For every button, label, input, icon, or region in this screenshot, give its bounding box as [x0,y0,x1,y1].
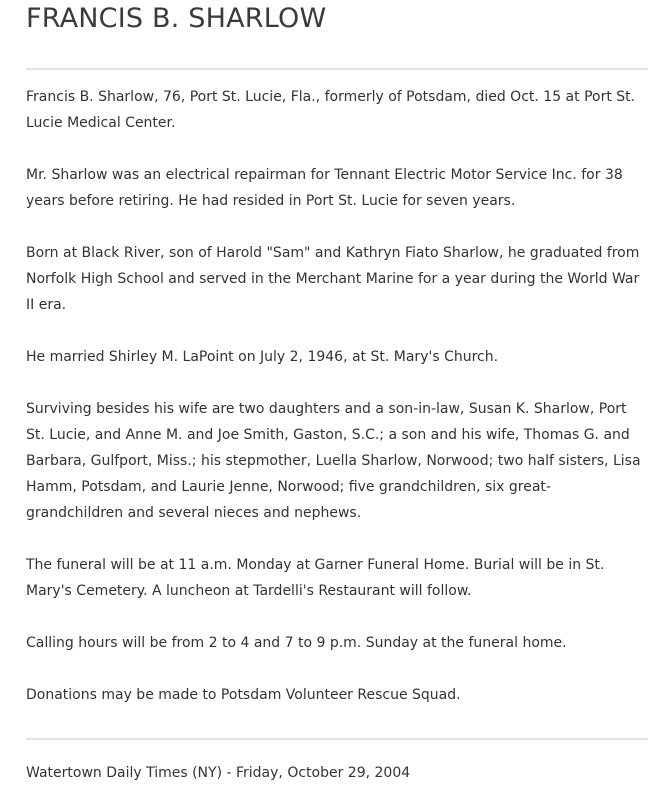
paragraph-early-life: Born at Black River, son of Harold "Sam" and Kathryn Fiato Sharlow, he graduated from Norfolk High School and served in the Merchant Marine for a year during the World War II era. [26,245,640,313]
paragraph-survivors: Surviving besides his wife are two daughters and a son-in-law, Susan K. Sharlow, Port St. Lucie, and Anne M. and Joe Smith, Gaston, S.C.; a son and his wife, Thomas G. and Barbara, Gulfport, Miss.; his stepmother, Luella Sharlow, Norwood; two half sisters, Lisa Hamm, Potsdam, and Laurie Jenne, Norwood; five grandchildren, six great-grandchildren and several nieces and nephews. [26,401,641,521]
paragraph-career: Mr. Sharlow was an electrical repairman for Tennant Electric Motor Service Inc. for 38 years before retiring. He had resided in Port St. Lucie for seven years. [26,167,623,209]
paragraph-funeral: The funeral will be at 11 a.m. Monday at Garner Funeral Home. Burial will be in St. Mary's Cemetery. A luncheon at Tardelli's Restaurant will follow. [26,557,605,599]
obituary-page [26,0,648,783]
paragraph-calling-hours: Calling hours will be from 2 to 4 and 7 to 9 p.m. Sunday at the funeral home. [26,635,567,651]
paragraph-donations: Donations may be made to Potsdam Volunteer Rescue Squad. [26,687,461,703]
page-title: FRANCIS B. SHARLOW [26,3,327,34]
source-citation: Watertown Daily Times (NY) - Friday, October 29, 2004 [26,765,411,781]
obituary-body [26,70,648,708]
paragraph-death-notice: Francis B. Sharlow, 76, Port St. Lucie, Fla., formerly of Potsdam, died Oct. 15 at Port St. Lucie Medical Center. [26,89,636,131]
paragraph-marriage: He married Shirley M. LaPoint on July 2, 1946, at St. Mary's Church. [26,349,499,365]
